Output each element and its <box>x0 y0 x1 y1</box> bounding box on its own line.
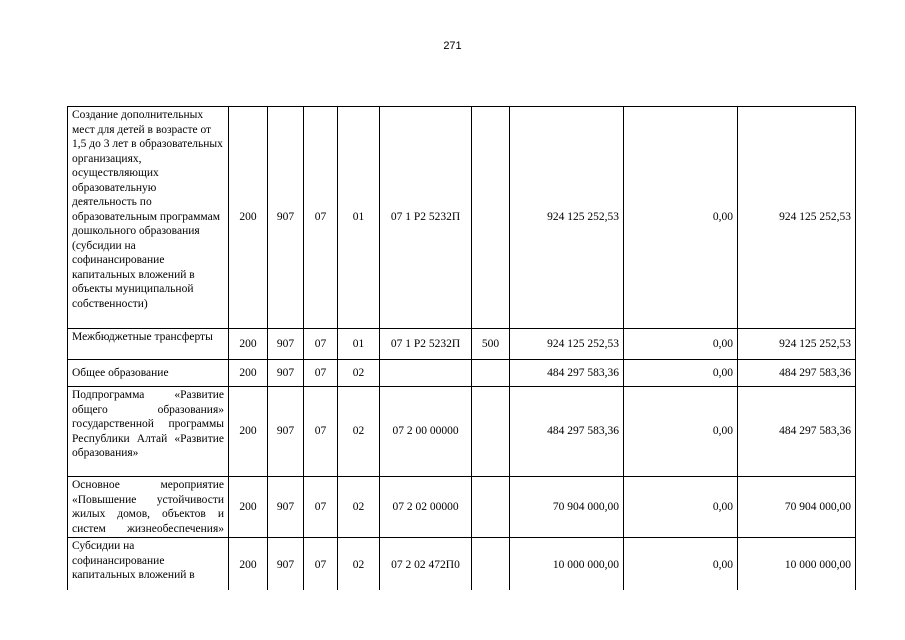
subsection-code: 01 <box>338 329 380 360</box>
amount-second: 0,00 <box>624 538 738 590</box>
table-row <box>68 360 856 387</box>
amount-third: 484 297 583,36 <box>738 387 856 477</box>
department-code: 907 <box>268 107 304 329</box>
table-row <box>68 387 856 477</box>
target-article <box>380 360 472 387</box>
amount-third: 924 125 252,53 <box>738 329 856 360</box>
subsection-code: 02 <box>338 538 380 590</box>
section-code: 07 <box>304 477 338 538</box>
subsection-code: 02 <box>338 360 380 387</box>
amount-total: 924 125 252,53 <box>510 107 624 329</box>
department-code: 907 <box>268 477 304 538</box>
ministry-code: 200 <box>229 538 268 590</box>
ministry-code: 200 <box>229 329 268 360</box>
target-article: 07 2 02 472П0 <box>380 538 472 590</box>
amount-total: 484 297 583,36 <box>510 387 624 477</box>
table-row <box>68 538 856 590</box>
section-code: 07 <box>304 538 338 590</box>
row-name: Общее образование <box>68 360 229 387</box>
row-name: Создание дополнительных мест для детей в возрасте от 1,5 до 3 лет в образовательных организациях, осуществляющих образовательную деятельность по образовательным программам дошкольного образования (субсидии на софинансирование капитальных вложений в объекты муниципальной собственности) <box>68 107 229 329</box>
amount-third: 484 297 583,36 <box>738 360 856 387</box>
row-name: Субсидии на софинансирование капитальных вложений в <box>68 538 229 590</box>
expense-type <box>472 360 510 387</box>
department-code: 907 <box>268 360 304 387</box>
section-code: 07 <box>304 360 338 387</box>
subsection-code: 02 <box>338 477 380 538</box>
row-name: Подпрограмма «Развитие общего образования» государственной программы Республики Алтай «Развитие образования» <box>68 387 229 477</box>
expense-type <box>472 538 510 590</box>
target-article: 07 1 P2 5232П <box>380 329 472 360</box>
amount-second: 0,00 <box>624 329 738 360</box>
section-code: 07 <box>304 107 338 329</box>
department-code: 907 <box>268 329 304 360</box>
amount-total: 70 904 000,00 <box>510 477 624 538</box>
expense-type <box>472 477 510 538</box>
budget-table <box>67 106 856 590</box>
table-row <box>68 477 856 538</box>
amount-second: 0,00 <box>624 387 738 477</box>
amount-third: 70 904 000,00 <box>738 477 856 538</box>
amount-second: 0,00 <box>624 360 738 387</box>
subsection-code: 01 <box>338 107 380 329</box>
amount-third: 10 000 000,00 <box>738 538 856 590</box>
department-code: 907 <box>268 538 304 590</box>
expense-type <box>472 387 510 477</box>
ministry-code: 200 <box>229 360 268 387</box>
section-code: 07 <box>304 329 338 360</box>
target-article: 07 2 02 00000 <box>380 477 472 538</box>
row-name: Основное мероприятие «Повышение устойчивости жилых домов, объектов и систем жизнеобеспечения» <box>68 477 229 538</box>
subsection-code: 02 <box>338 387 380 477</box>
amount-total: 924 125 252,53 <box>510 329 624 360</box>
ministry-code: 200 <box>229 107 268 329</box>
table-row <box>68 329 856 360</box>
department-code: 907 <box>268 387 304 477</box>
amount-total: 10 000 000,00 <box>510 538 624 590</box>
amount-second: 0,00 <box>624 107 738 329</box>
ministry-code: 200 <box>229 387 268 477</box>
row-name: Межбюджетные трансферты <box>68 329 229 360</box>
table-row <box>68 107 856 329</box>
section-code: 07 <box>304 387 338 477</box>
amount-second: 0,00 <box>624 477 738 538</box>
amount-total: 484 297 583,36 <box>510 360 624 387</box>
target-article: 07 2 00 00000 <box>380 387 472 477</box>
expense-type <box>472 107 510 329</box>
target-article: 07 1 P2 5232П <box>380 107 472 329</box>
amount-third: 924 125 252,53 <box>738 107 856 329</box>
page-number: 271 <box>443 40 462 52</box>
expense-type: 500 <box>472 329 510 360</box>
ministry-code: 200 <box>229 477 268 538</box>
